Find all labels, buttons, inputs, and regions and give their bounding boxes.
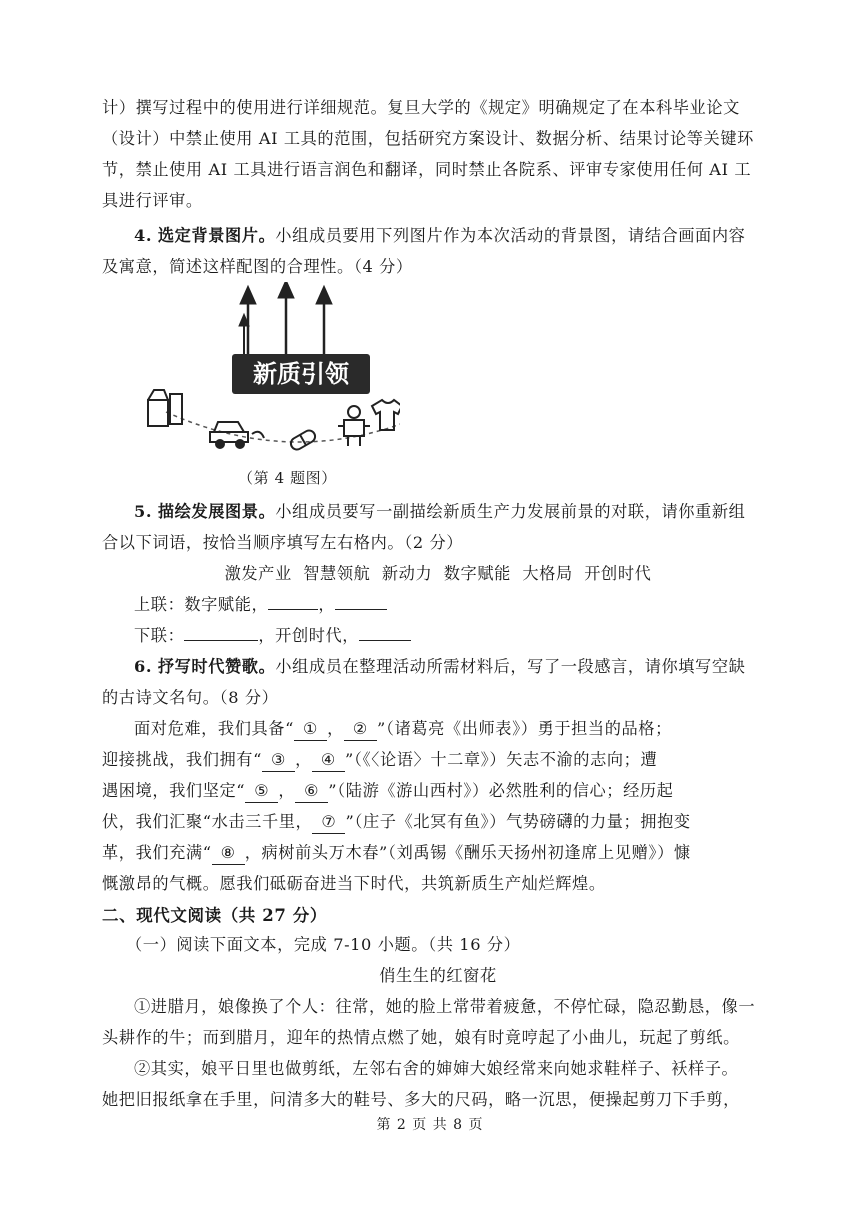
answer-blank-7[interactable]: ⑦	[312, 811, 345, 834]
pill-capsule-icon	[289, 428, 318, 451]
q4-number: 4.	[134, 226, 153, 245]
q5-word-list: 激发产业 智慧领航 新动力 数字赋能 大格局 开创时代	[224, 564, 652, 583]
arrow-up-icon	[278, 282, 294, 354]
article-title: 俏生生的红窗花	[379, 966, 497, 985]
q4-prompt: 小组成员要用下列图片作为本次活动的背景图，请结合画面内容	[275, 226, 746, 245]
section-2-body	[102, 929, 774, 1115]
answer-blank-6[interactable]: ⑥	[295, 780, 328, 803]
milk-carton-icon	[148, 390, 182, 426]
q6-line: 革，我们充满“ ⑧ ，病树前头万木春”（刘禹锡《酬乐天扬州初逢席上见赠》）慷	[102, 837, 774, 868]
article-paragraph-1-cont: 头耕作的牛；而到腊月，迎年的热情点燃了她，娘有时竟哼起了小曲儿，玩起了剪纸。	[102, 1028, 740, 1047]
answer-blank-3[interactable]: ③	[262, 749, 295, 772]
arrow-up-icon	[316, 286, 332, 354]
section-2-subtitle: （一）阅读下面文本，完成 7-10 小题。（共 16 分）	[126, 935, 521, 954]
q4-figure	[140, 282, 400, 462]
question-5	[102, 496, 774, 651]
q6-prompt: 小组成员在整理活动所需材料后，写了一段感言，请你填写空缺	[275, 657, 746, 676]
upper-couplet-label: 上联：数字赋能，	[134, 595, 269, 614]
q6-prompt-line2: 的古诗文名句。（8 分）	[102, 688, 279, 707]
page-footer: 第 2 页 共 8 页	[376, 1117, 484, 1133]
q5-prompt: 小组成员要写一副描绘新质生产力发展前景的对联，请你重新组	[275, 502, 746, 521]
robot-icon	[338, 406, 370, 446]
answer-blank-1[interactable]: ①	[294, 718, 327, 741]
q6-line: 遇困境，我们坚定“ ⑤ ， ⑥ ”（陆游《游山西村》）必然胜利的信心；经历起	[102, 775, 774, 806]
article-paragraph-2: ②其实，娘平日里也做剪纸，左邻右舍的婶婶大娘经常来向她求鞋样子、袄样子。	[134, 1059, 739, 1078]
question-6	[102, 651, 774, 899]
q6-line: 迎接挑战，我们拥有“ ③ ， ④ ”（《〈论语〉十二章》）矢志不渝的志向；遭	[102, 744, 774, 775]
intro-line: 计）撰写过程中的使用进行详细规范。复旦大学的《规定》明确规定了在本科毕业论文	[102, 98, 740, 117]
article-paragraph-1: ①进腊月，娘像换了个人：往常，她的脸上常带着疲惫，不停忙碌，隐忍勤恳，像一	[134, 997, 756, 1016]
q5-number: 5.	[134, 502, 153, 521]
intro-paragraph	[102, 92, 774, 216]
intro-line: （设计）中禁止使用 AI 工具的范围，包括研究方案设计、数据分析、结果讨论等关键环	[102, 129, 754, 148]
q5-lower-couplet	[102, 620, 774, 651]
answer-blank-2[interactable]: ②	[344, 718, 377, 741]
upper-separator: ，	[318, 595, 336, 614]
figure-title-text: 新质引领	[253, 360, 349, 388]
answer-blank-4[interactable]: ④	[312, 749, 345, 772]
q6-line: 伏，我们汇聚“水击三千里， ⑦ ”（庄子《北冥有鱼》）气势磅礴的力量；拥抱变	[102, 806, 774, 837]
lower-couplet-label: 下联：	[134, 626, 185, 645]
q4-prompt-line2: 及寓意，简述这样配图的合理性。（4 分）	[102, 257, 413, 276]
q5-upper-couplet	[102, 589, 774, 620]
q5-prompt-line2: 合以下词语，按恰当顺序填写左右格内。（2 分）	[102, 533, 464, 552]
q6-line: 面对危难，我们具备“ ① ， ② ”（诸葛亮《出师表》）勇于担当的品格；	[102, 713, 774, 744]
section-2-title: 二、现代文阅读（共 27 分）	[102, 906, 327, 925]
question-4	[102, 220, 774, 282]
q6-line: 慨激昂的气概。愿我们砥砺奋进当下时代，共筑新质生产灿烂辉煌。	[102, 874, 606, 893]
lower-blank-1[interactable]	[184, 620, 258, 641]
q6-title: 抒写时代赞歌。	[157, 657, 276, 676]
q5-title: 描绘发展图景。	[157, 502, 276, 521]
q6-number: 6.	[134, 657, 153, 676]
q4-title: 选定背景图片。	[157, 226, 276, 245]
intro-line: 节，禁止使用 AI 工具进行语言润色和翻译，同时禁止各院系、评审专家使用任何 AI 工	[102, 160, 752, 179]
figure-caption: （第 4 题图）	[238, 469, 337, 487]
intro-line: 具进行评审。	[102, 191, 203, 210]
lower-blank-2[interactable]	[359, 620, 411, 641]
article-paragraph-2-cont: 她把旧报纸拿在手里，问清多大的鞋号、多大的尺码，略一沉思，便操起剪刀下手剪，	[102, 1090, 740, 1109]
upper-blank-1[interactable]	[268, 589, 318, 610]
lower-middle-text: ，开创时代，	[258, 626, 360, 645]
upper-blank-2[interactable]	[335, 589, 387, 610]
answer-blank-8[interactable]: ⑧	[212, 842, 245, 865]
answer-blank-5[interactable]: ⑤	[245, 780, 278, 803]
